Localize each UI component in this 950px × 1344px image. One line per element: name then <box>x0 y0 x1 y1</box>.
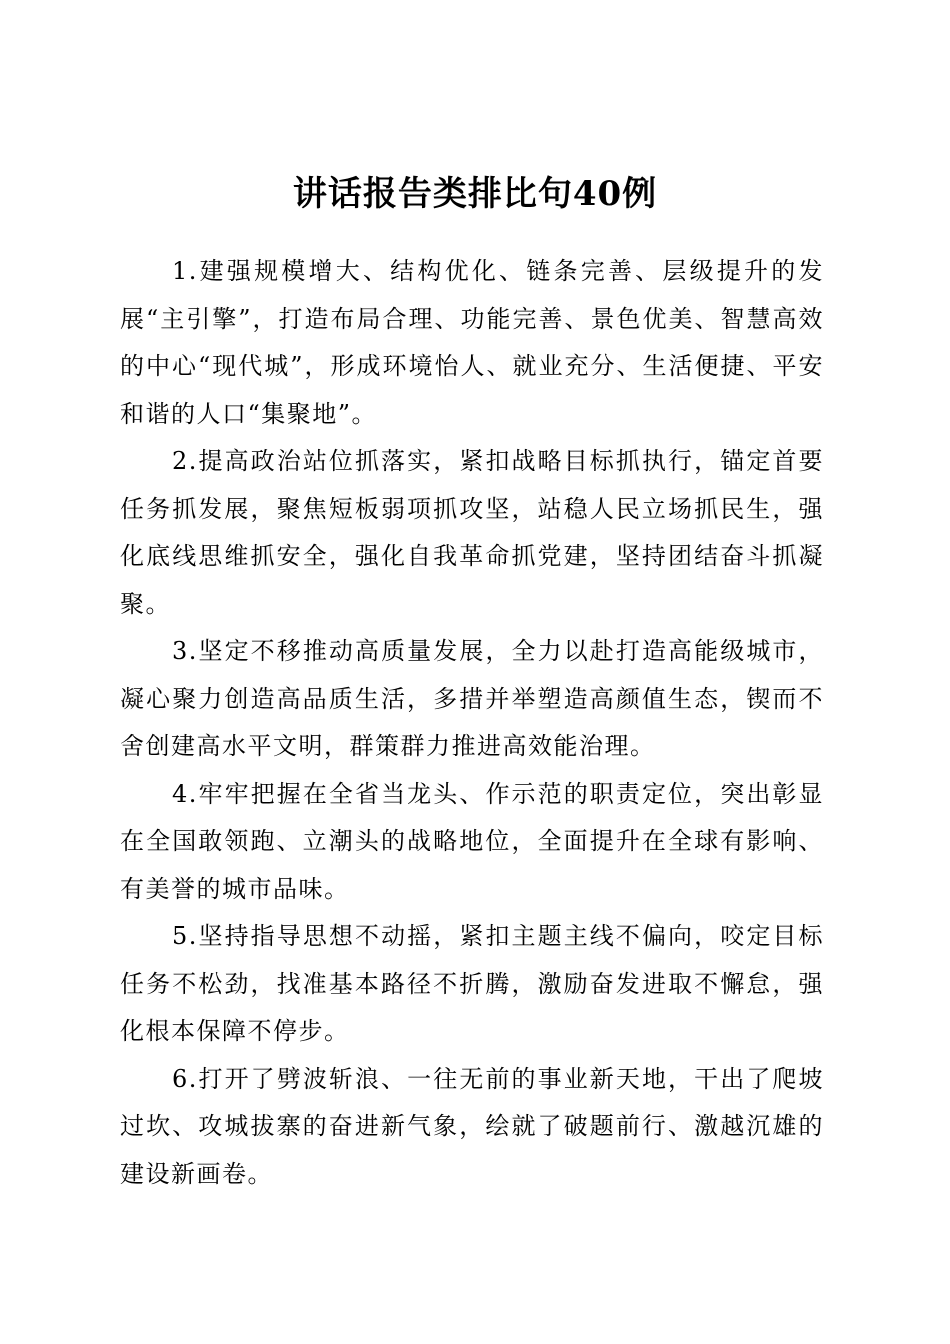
paragraph-3: 3.坚定不移推动高质量发展，全力以赴打造高能级城市，凝心聚力创造高品质生活，多措并举塑造高颜值生态，锲而不舍创建高水平文明，群策群力推进高效能治理。 <box>120 637 824 760</box>
document-title: 讲话报告类排比句40例 <box>292 174 658 214</box>
paragraph-6: 6.打开了劈波斩浪、一往无前的事业新天地，干出了爬坡过坎、攻城拔寨的奋进新气象，绘就了破题前行、激越沉雄的建设新画卷。 <box>120 1064 824 1188</box>
paragraph-2: 2.提高政治站位抓落实，紧扣战略目标抓执行，锚定首要任务抓发展，聚焦短板弱项抓攻坚，站稳人民立场抓民生，强化底线思维抓安全，强化自我革命抓党建，坚持团结奋斗抓凝聚。 <box>120 447 824 618</box>
document-body <box>120 248 824 1198</box>
paragraph-5: 5.坚持指导思想不动摇，紧扣主题主线不偏向，咬定目标任务不松劲，找准基本路径不折腾，激励奋发进取不懈怠，强化根本保障不停步。 <box>120 922 824 1045</box>
paragraph-1: 1.建强规模增大、结构优化、链条完善、层级提升的发展“主引擎”，打造布局合理、功能完善、景色优美、智慧高效的中心“现代城”，形成环境怡人、就业充分、生活便捷、平安和谐的人口“集聚地”。 <box>120 257 824 428</box>
paragraph-4: 4.牢牢把握在全省当龙头、作示范的职责定位，突出彰显在全国敢领跑、立潮头的战略地位，全面提升在全球有影响、有美誉的城市品味。 <box>120 779 824 903</box>
